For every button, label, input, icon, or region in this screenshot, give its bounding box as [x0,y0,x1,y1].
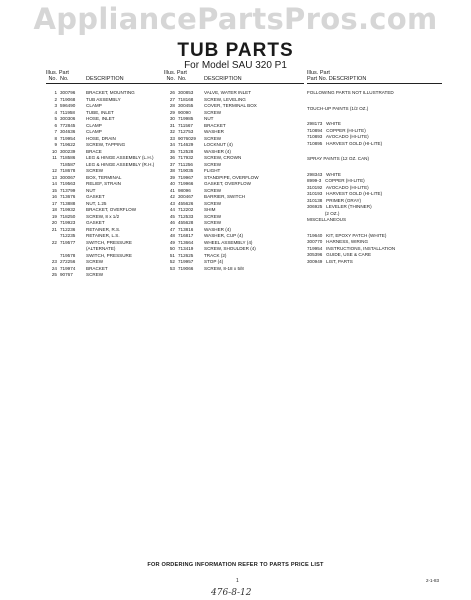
illus-no: 9 [54,142,57,147]
illus-no: 41 [169,187,175,193]
illus-no: 18 [51,207,57,212]
parts-column-3 [307,70,442,265]
illus-no: 15 [51,187,57,193]
part-no: 719967 [178,174,194,180]
illus-no: 19 [51,213,57,219]
illus-no: 25 [51,272,57,277]
list-item: MISCELLANEOUS [307,217,347,222]
part-no: 711958 [60,109,75,115]
description: TRACK (2) [204,252,227,258]
illus-no: 34 [169,142,175,147]
list-item: (2 OZ.) [307,210,340,216]
illus-no: 23 [51,259,57,264]
illus-no: 32 [169,129,175,134]
description: SCREW, CROWN [204,155,242,160]
page-mark: 1 [236,578,239,584]
illus-no: 5 [54,116,57,121]
list-item [307,163,442,172]
part-no: 300467 [178,194,194,199]
description: SWITCH, PRESSURE [86,252,132,258]
part-no: 90090 [178,109,191,115]
list-item: 710895 HARVEST GOLD (HI-LITE) [307,140,383,146]
column-header [164,70,304,88]
description: SCREW [204,220,222,225]
part-no: 719068 [60,96,76,102]
not-illustrated-list [307,90,442,265]
description: LEG & HINGE ASSEMBLY (L.H.) [86,155,154,160]
illus-no: 45 [169,213,175,219]
column-header [46,70,164,88]
description: (ALTERNATE) [86,246,116,251]
part-no: 596490 [60,103,76,108]
part-no: 300067 [60,174,76,180]
part-no: 98096 [178,187,191,193]
list-item: 310192 AVOCADO (HI-LITE) [307,184,369,190]
illus-no: 24 [51,265,57,271]
illus-no: 22 [51,239,57,245]
ordering-footer: FOR ORDERING INFORMATION REFER TO PARTS PRICE LIST [147,562,324,568]
description: RETAINER, L.S. [86,233,120,238]
list-item [307,97,442,106]
description: FLIGHT [204,168,221,173]
part-no: 718168 [178,96,194,102]
list-item: 300949 LIST, PARTS [307,258,353,264]
illus-no: 30 [169,116,175,121]
description: SCREW [86,259,104,264]
part-no: 716817 [178,233,194,238]
illus-no: 4 [54,109,57,115]
illus-no: 38 [169,168,175,173]
parts-column-2 [164,70,304,272]
part-no: 719932 [60,207,76,212]
part-no: 455628 [178,220,194,225]
description: SCREW [204,200,222,206]
list-item: 719640 KIT, EPOXY PATCH (WHITE) [307,232,387,238]
description: SWITCH, PRESSURE [86,239,132,245]
no-header: No. [48,76,57,82]
description: GASKET [86,220,105,225]
description-header: DESCRIPTION [86,76,124,82]
list-item: 8999-3 COPPER (HI-LITE) [307,178,365,183]
list-item: 300770 HARNESS, WIRING [307,239,369,244]
illus-no: 13 [51,174,57,180]
description: STANDPIPE, OVERFLOW [204,174,259,180]
page-title: TUB PARTS [177,40,294,61]
illus-no: 2 [54,96,57,102]
list-item [307,112,442,121]
part-no: 455626 [178,200,194,206]
part-no: 713419 [178,246,194,251]
part-no: 712235 [60,233,76,238]
illus-no: 35 [169,148,175,154]
illus-no: 52 [169,259,175,264]
part-no: 300306 [60,116,76,121]
description: SCREW, TAPPING [86,142,126,147]
description: SCREW, SHOULDER (4) [204,246,256,251]
description: LOCKNUT (4) [204,142,233,147]
description: BRACKET [204,122,226,128]
part-no: 717932 [178,155,194,160]
illus-no: 53 [169,265,175,271]
description: SCREW [204,135,222,141]
list-item: 298343 WHITE [307,171,341,177]
part-no: 719985 [178,116,194,121]
illus-no: 12 [51,168,57,173]
illus-no: 43 [169,200,175,206]
description: SCREW [204,213,222,219]
illus-no: 11 [52,155,57,160]
description: SCREW [204,109,222,115]
part-no: 713816 [178,226,194,232]
list-item: 305396 GUIDE, USE & CARE [307,252,372,257]
description: NUT [86,187,96,193]
part-no: 719974 [60,265,76,271]
list-item: 306925 LEVELER (THINNER) [307,204,372,209]
illus-no: 31 [169,122,175,128]
description: HOSE, INLET [86,116,115,121]
table-row [46,272,164,279]
part-no: 718250 [60,213,76,219]
part-no: 719923 [60,220,76,225]
illus-no: 51 [169,252,175,258]
description: SCREW [204,161,222,167]
description: RELIEF, STRAIN [86,181,121,186]
description: BRACE [86,148,102,154]
illus-no: 48 [169,233,175,238]
list-item: 710894 COPPER (HI-LITE) [307,127,366,133]
description: BRACKET, OVERFLOW [86,207,137,212]
part-no: 718587 [60,161,76,167]
list-item: 310193 HARVEST GOLD (HI-LITE) [307,191,383,196]
description: HOSE, DRAIN [86,135,116,141]
illus-part-header: Illus. Part [46,70,69,76]
description: WASHER, CUP (4) [204,233,244,238]
illus-no: 8 [54,135,57,141]
illus-no: 17 [51,200,57,206]
part-no: 300455 [178,103,194,108]
part-no-header: No. [178,76,187,82]
illus-no: 46 [169,220,175,225]
part-no: 712202 [178,207,194,212]
description: CLAMP [86,129,102,134]
watermark: AppliancePartsPros.com [33,2,438,36]
part-no: 713799 [60,187,76,193]
description: SCREW, 8-18 x 5/8 [204,265,244,271]
list-item: 310138 PRIMER (GRAY) [307,197,362,203]
list-item [307,224,442,233]
illus-no: 49 [169,239,175,245]
description: SHIM [204,207,216,212]
description: SCREW [86,272,104,277]
illus-no: 26 [169,90,175,95]
part-no: 772845 [60,122,76,128]
list-item [307,147,442,156]
parts-list-2 [164,90,304,272]
part-no: 719577 [60,239,76,245]
illus-no: 39 [169,174,175,180]
part-no-header: No. [60,76,69,82]
description: GASKET [86,194,105,199]
illus-no: 44 [169,207,175,212]
description: WASHER (4) [204,148,231,154]
description: BRACKET, MOUNTING [86,90,135,95]
illus-no: 7 [54,129,57,134]
part-no: 9076029 [178,135,196,141]
part-no: 719622 [60,142,76,147]
part-description-header: Part No. DESCRIPTION [307,76,367,82]
part-no: 719954 [60,135,76,141]
description-header: DESCRIPTION [204,76,242,82]
description: TUB ASSEMBLY [86,96,121,102]
part-no: 300796 [60,90,76,95]
part-no: 300853 [178,90,194,95]
list-item: 719954 INSTRUCTIONS, INSTALLATION [307,245,396,251]
illus-no: 42 [169,194,175,199]
illus-no: 14 [51,181,57,186]
description: NUT [204,116,214,121]
description: SCREW, 8 x 1/2 [86,213,120,219]
part-no: 718586 [60,155,76,160]
illus-no: 16 [51,194,57,199]
part-no: 713888 [60,200,76,206]
part-no: 711567 [178,122,193,128]
part-no: 719563 [60,181,76,186]
illus-no: 3 [54,103,57,108]
illus-no: 6 [54,122,57,128]
part-no: 719957 [178,259,194,264]
list-item: TOUCH-UP PAINTS (1/2 OZ.) [307,105,369,111]
illus-no: 40 [169,181,175,186]
illus-no: 20 [51,220,57,225]
illus-part-header: Illus. Part [164,70,187,76]
part-no: 718678 [60,168,76,173]
illus-no: 28 [169,103,175,108]
part-no: 719578 [60,252,76,258]
description: STOP (4) [204,259,224,264]
illus-no: 36 [169,155,175,160]
code-mark: 2-1-83 [426,578,440,583]
illus-no: 27 [169,96,175,102]
description: SCREW [204,187,222,193]
parts-column-1 [46,70,164,279]
part-no: 90767 [60,272,73,277]
part-no: 300239 [60,148,76,154]
page-subtitle: For Model SAU 320 P1 [184,60,287,71]
illus-part-header: Illus. Part [307,70,330,76]
description: BARRIER, SWITCH [204,194,246,199]
part-no: 712236 [60,226,76,232]
description: BRACKET [86,265,108,271]
part-no: 719066 [178,265,194,271]
illus-no: 10 [51,148,57,154]
description: TUBE, INLET [86,109,114,115]
illus-no: 1 [54,90,57,95]
description: CLAMP [86,103,102,108]
parts-list-1 [46,90,164,279]
illus-no: 21 [51,226,57,232]
part-no: 712753 [178,129,194,134]
description: SCREW [86,168,104,173]
illus-no: 47 [169,226,175,232]
part-no: 272256 [60,259,76,264]
description: WHEEL ASSEMBLY (4) [204,239,253,245]
part-no: 712625 [178,252,194,258]
list-item: SPRAY PAINTS (12 OZ. CAN) [307,156,370,161]
part-no: 713676 [60,194,76,199]
column-header [307,70,442,88]
part-no: 712533 [178,213,194,219]
description: VALVE, WATER INLET [204,90,252,95]
description: CLAMP [86,122,102,128]
part-no: 712528 [178,148,194,154]
part-no: 304636 [60,129,76,134]
description: GASKET, OVERFLOW [204,181,251,186]
illus-no: 37 [169,161,175,167]
illus-no: 50 [169,246,175,251]
list-item: 298173 WHITE [307,121,341,126]
description: RETAINER, R.S. [86,226,121,232]
part-no: 719966 [178,181,194,186]
list-item: 710893 AVOCADO (HI-LITE) [307,134,369,139]
part-no: 711256 [178,161,193,167]
part-no: 719035 [178,168,194,173]
description: LEG & HINGE ASSEMBLY (R.H.) [86,161,155,167]
list-item: FOLLOWING PARTS NOT ILLUSTRATED [307,90,394,95]
description: NUT, 1.25 [86,200,107,206]
illus-no: 33 [169,135,175,141]
description: BOX, TERMINAL [86,174,122,180]
handwritten-note: 476-8-12 [211,588,252,598]
no-header: No. [166,76,175,82]
description: SCREW, LEVELING [204,96,246,102]
illus-no: 29 [169,109,175,115]
description: WASHER [204,129,224,134]
table-row [164,266,304,273]
part-no: 713664 [178,239,194,245]
description: COVER, TERMINAL BOX [204,103,257,108]
part-no: 714629 [178,142,194,147]
description: WASHER (4) [204,226,231,232]
